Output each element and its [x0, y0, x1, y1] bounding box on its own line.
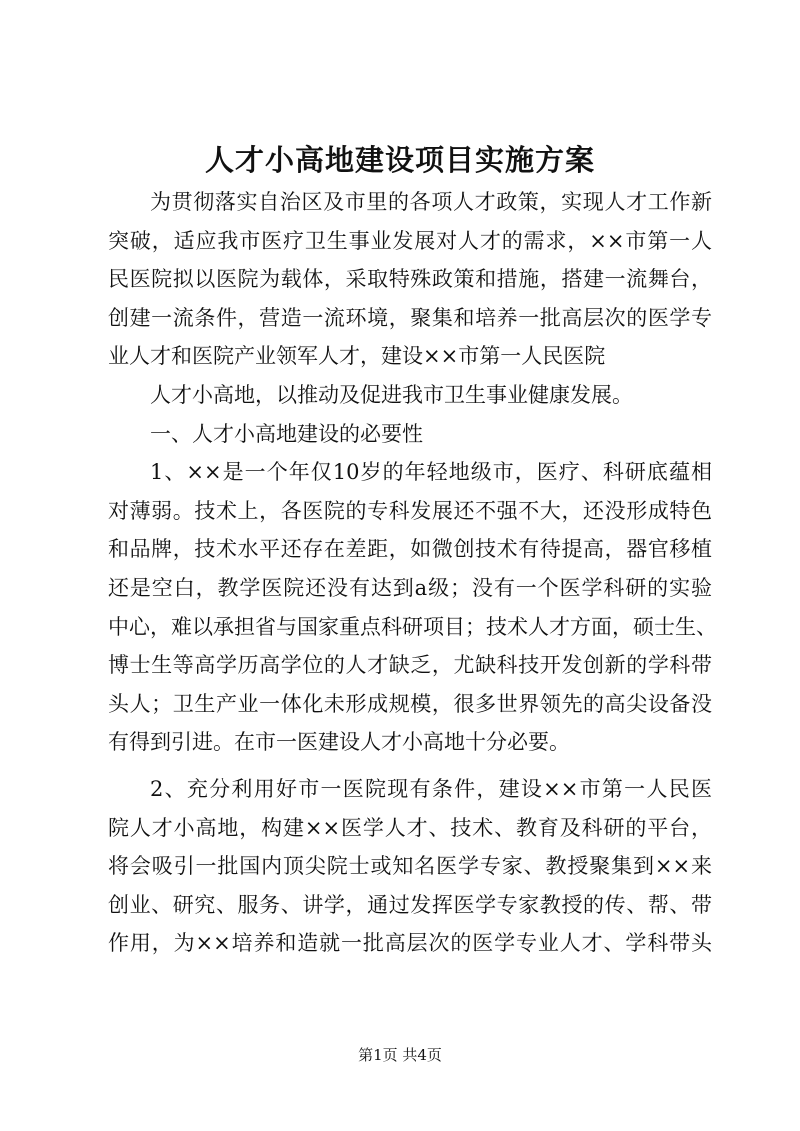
- paragraph-point-2: [108, 770, 712, 963]
- paragraph-intro-continued: [108, 376, 712, 415]
- text-line: 创业、研究、服务、讲学，通过发挥医学专家教授的传、帮、带: [108, 892, 712, 917]
- paragraph-intro: [108, 183, 712, 376]
- text-line: 将会吸引一批国内顶尖院士或知名医学专家、教授聚集到××来: [108, 854, 712, 879]
- section-heading-text: 一、人才小高地建设的必要性: [150, 421, 423, 446]
- text-line: 2、充分利用好市一医院现有条件，建设××市第一人民医: [150, 776, 712, 801]
- text-line: 突破，适应我市医疗卫生事业发展对人才的需求，××市第一人: [108, 228, 712, 253]
- text-line: 创建一流条件，营造一流环境，聚集和培养一批高层次的医学专: [108, 305, 712, 330]
- text-line: 头人；卫生产业一体化未形成规模，很多世界领先的高尖设备没: [108, 691, 712, 716]
- text-line: 1、××是一个年仅10岁的年轻地级市，医疗、科研底蕴相: [150, 460, 712, 485]
- document-body: [108, 183, 717, 963]
- page-footer: 第1页 共4页: [358, 1046, 442, 1064]
- text-line: 中心，难以承担省与国家重点科研项目；技术人才方面，硕士生、: [108, 614, 717, 639]
- text-line: 人才小高地，以推动及促进我市卫生事业健康发展。: [150, 382, 633, 407]
- section-heading: [108, 415, 712, 454]
- text-line: 和品牌，技术水平还存在差距，如微创技术有待提高，器官移植: [108, 537, 712, 562]
- text-line: 还是空白，教学医院还没有达到a级；没有一个医学科研的实验: [108, 575, 712, 600]
- text-line: 有得到引进。在市一医建设人才小高地十分必要。: [108, 730, 570, 755]
- text-line: 为贯彻落实自治区及市里的各项人才政策，实现人才工作新: [150, 190, 712, 214]
- text-line: 作用，为××培养和造就一批高层次的医学专业人才、学科带头: [108, 931, 712, 956]
- text-line: 院人才小高地，构建××医学人才、技术、教育及科研的平台，: [108, 815, 712, 840]
- paragraph-spacer: [108, 762, 712, 770]
- document-title: 人才小高地建设项目实施方案: [204, 143, 595, 177]
- text-line: 业人才和医院产业领军人才，建设××市第一人民医院: [108, 344, 606, 369]
- paragraph-point-1: [108, 453, 717, 762]
- text-line: 博士生等高学历高学位的人才缺乏，尤缺科技开发创新的学科带: [108, 653, 712, 678]
- text-line: 民医院拟以医院为载体，采取特殊政策和措施，搭建一流舞台，: [108, 267, 712, 292]
- text-line: 对薄弱。技术上，各医院的专科发展还不强不大，还没形成特色: [108, 498, 712, 523]
